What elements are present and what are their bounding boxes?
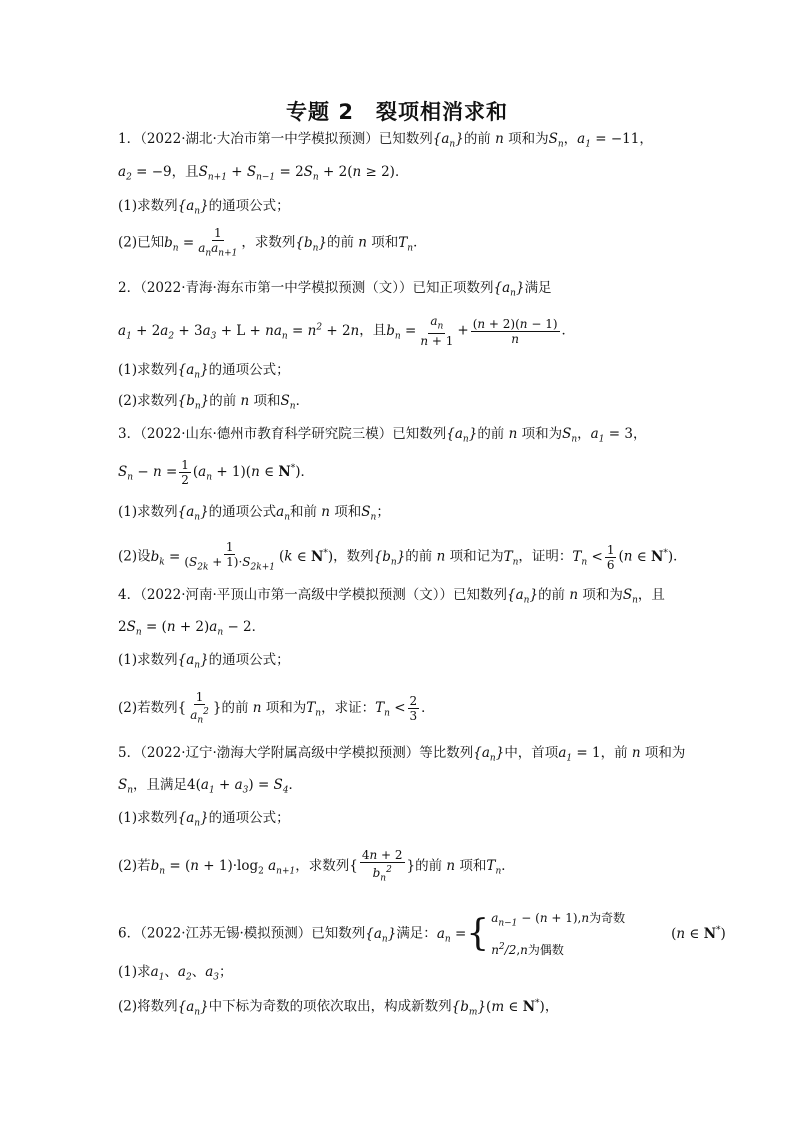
problem-2-line-2: $a_1 + 2a_2 + 3a_3 + L + na_n = n^2 + 2n$，且$b_n$ = $\frac{a_n}{n + 1}$ + $\frac{(n + 2)(n - 1)}{n}$ ． [118,314,576,349]
problem-5-line-2: $S_n$，且满足$4(a_1 + a_3) = S_4$． [118,777,303,796]
problem-2-question-1: (1)求数列$\{a_n\}$的通项公式； [118,362,290,381]
problem-3-question-1: (1)求数列$\{a_n\}$的通项公式$a_n$和前 n 项和$S_n$； [118,504,390,523]
problem-6-question-1: (1)求$a_1$、$a_2$、$a_3$； [118,964,233,983]
problem-1-line-1: 1．（2022·湖北·大冶市第一中学模拟预测）已知数列$\{a_n\}$的前 n 项和为$S_n$，$a_1 = -11$， [118,131,653,150]
problem-6-question-2: (2)将数列$\{a_n\}$中下标为奇数的项依次取出，构成新数列$\{b_m\}(m$ ∈ N*)， [118,998,559,1018]
problem-1-line-2: $a_2 = -9$，且$S_{n+1} + S_{n-1} = 2S_n + 2(n \ge 2)$． [118,164,409,183]
problem-1-question-1: (1)求数列$\{a_n\}$的通项公式； [118,198,290,217]
problem-5-question-2: (2)若$b_n = (n + 1)\cdot\log_2$ $a_{n+1}$，求数列{ $\frac{4n + 2}{b_n^2}$ }的前 n 项和$T_n$． [118,848,515,884]
problem-3-line-2: $S_n - n$ = $\frac{1}{2}$ $(a_n + 1)(n$ ∈ N*)． [118,458,314,487]
problem-2-line-1: 2．（2022·青海·海东市第一中学模拟预测（文））已知正项数列$\{a_n\}$满足 [118,280,552,299]
problem-4-question-1: (1)求数列$\{a_n\}$的通项公式； [118,652,290,671]
problem-6-line-1: 6．（2022·江苏无锡·模拟预测）已知数列$\{a_n\}$满足：$a_n$ ={ $a_{n-1} - (n + 1),n$为奇数 $n^2/2,n$为偶数(n ∈ N*) [118,911,726,958]
page-title: 专题 2 裂项相消求和 [286,100,508,124]
problem-4-line-1: 4．（2022·河南·平顶山市第一高级中学模拟预测（文））已知数列$\{a_n\}$的前 n 项和为$S_n$，且 [118,587,665,606]
problem-4-question-2: (2)若数列{ $\frac{1}{a_n^2}$ }的前 n 项和为$T_n$，求证：$T_n$ < $\frac{2}{3}$ ． [118,690,435,726]
problem-4-line-2: $2S_n = (n + 2)a_n - 2$． [118,619,266,638]
problem-5-question-1: (1)求数列$\{a_n\}$的通项公式； [118,810,290,829]
problem-1-question-2: (2)已知$b_n$ = $\frac{1}{a_na_{n+1}}$ ，求数列$\{b_n\}$的前 n 项和$T_n$． [118,226,427,259]
problem-3-question-2: (2)设$b_k$ = $\frac{1}{(S_{2k} + 1)\cdot S_{2k+1}}$ (k ∈ N*)，数列$\{b_n\}$的前 n 项和记为$T_n$，证明：$T_n$ < $\frac{1}{6}$ (n ∈ N*)． [118,540,687,573]
problem-5-line-1: 5．（2022·辽宁·渤海大学附属高级中学模拟预测）等比数列$\{a_n\}$中，首项$a_1 = 1$，前 n 项和为 [118,745,686,764]
problem-2-question-2: (2)求数列$\{b_n\}$的前 n 项和$S_n$． [118,393,310,412]
problem-3-line-1: 3．（2022·山东·德州市教育科学研究院三模）已知数列$\{a_n\}$的前 n 项和为$S_n$，$a_1 = 3$， [118,426,647,445]
